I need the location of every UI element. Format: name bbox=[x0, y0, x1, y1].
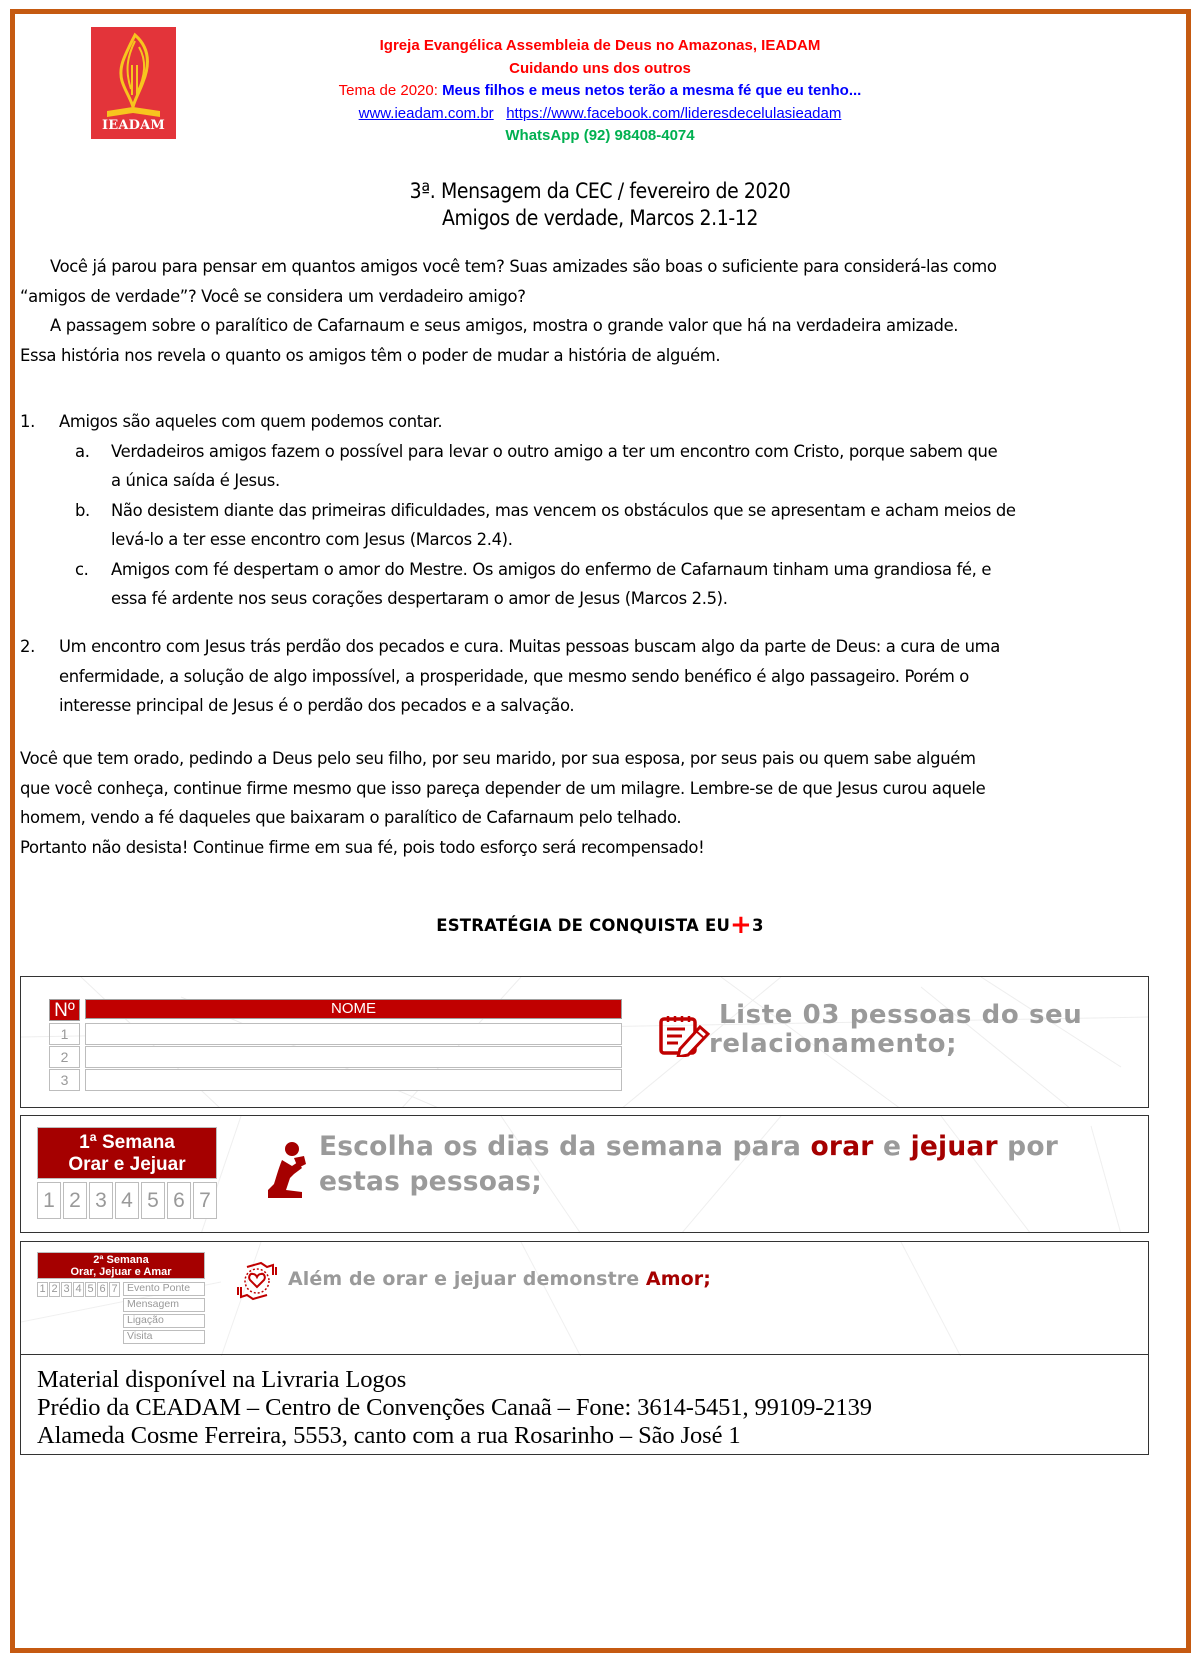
day-checkbox-5[interactable]: 5 bbox=[85, 1282, 96, 1297]
day-checkbox-3[interactable]: 3 bbox=[89, 1182, 113, 1219]
day-checkbox-2[interactable]: 2 bbox=[49, 1282, 60, 1297]
day-checkbox-4[interactable]: 4 bbox=[115, 1182, 139, 1219]
logo-label: IEADAM bbox=[101, 118, 166, 133]
day-checkbox-4[interactable]: 4 bbox=[73, 1282, 84, 1297]
point-1-heading: 1. Amigos são aqueles com quem podemos contar. bbox=[20, 407, 1185, 437]
footer-line-3: Alameda Cosme Ferreira, 5553, canto com a rua Rosarinho – São José 1 bbox=[37, 1422, 741, 1449]
point-2-number: 2. bbox=[20, 637, 35, 656]
footer-line-1: Material disponível na Livraria Logos bbox=[37, 1366, 407, 1393]
day-checkbox-1[interactable]: 1 bbox=[37, 1182, 61, 1219]
message-subtitle: Amigos de verdade, Marcos 2.1-12 bbox=[441, 206, 759, 230]
day-checkbox-3[interactable]: 3 bbox=[61, 1282, 72, 1297]
facebook-link[interactable]: https://www.facebook.com/lideresdecelulasieadam bbox=[506, 104, 842, 122]
day-checkbox-5[interactable]: 5 bbox=[141, 1182, 165, 1219]
footer-address-box bbox=[20, 1354, 1149, 1455]
action-mensagem[interactable]: Mensagem bbox=[123, 1298, 205, 1312]
header-block bbox=[200, 35, 1000, 148]
day-checkbox-1[interactable]: 1 bbox=[37, 1282, 48, 1297]
strategy-week1-box bbox=[20, 1115, 1149, 1233]
intro-p2-line2: Essa história nos revela o quanto os amigos têm o poder de mudar a história de alguém. bbox=[20, 345, 721, 365]
column-header-number: Nº bbox=[49, 999, 80, 1021]
point-2 bbox=[20, 632, 1185, 721]
footer-line-2: Prédio da CEADAM – Centro de Convenções Canaã – Fone: 3614-5451, 99109-2139 bbox=[37, 1394, 872, 1421]
week1-header: 1ª Semana Orar e Jejuar bbox=[37, 1127, 217, 1179]
church-name: Igreja Evangélica Assembleia de Deus no Amazonas, IEADAM bbox=[379, 37, 821, 54]
theme-line bbox=[200, 80, 1000, 103]
action-visita[interactable]: Visita bbox=[123, 1330, 205, 1344]
strategy-week2-box bbox=[20, 1241, 1149, 1356]
week1-instruction: Escolha os dias da semana para orar e jejuar por estas pessoas; bbox=[319, 1131, 1059, 1197]
week2-instruction: Além de orar e jejuar demonstre Amor; bbox=[288, 1268, 711, 1290]
strategy-list-box: Nº NOME 1 2 3 Liste 03 pessoas do seu relacionamento; bbox=[20, 976, 1149, 1108]
website-link[interactable]: www.ieadam.com.br bbox=[358, 104, 494, 122]
name-input-1[interactable] bbox=[85, 1023, 622, 1045]
action-evento-ponte[interactable]: Evento Ponte bbox=[123, 1282, 205, 1296]
day-checkbox-7[interactable]: 7 bbox=[193, 1182, 217, 1219]
motto: Cuidando uns dos outros bbox=[509, 59, 691, 77]
point-1 bbox=[20, 407, 1185, 614]
whatsapp-contact: WhatsApp (92) 98408-4074 bbox=[505, 127, 695, 144]
message-title: 3ª. Mensagem da CEC / fevereiro de 2020 bbox=[409, 179, 791, 203]
intro-p1-line1: Você já parou para pensar em quantos amigos você tem? Suas amizades são boas o suficiente para considerá-las como bbox=[50, 257, 997, 276]
ieadam-logo bbox=[91, 27, 176, 139]
subpoint-a: a. Verdadeiros amigos fazem o possível para levar o outro amigo a ter um encontro com Cristo, porque sabem que a única saída é Jesus. bbox=[75, 441, 998, 490]
intro-p1-line2: “amigos de verdade”? Você se considera um verdadeiro amigo? bbox=[20, 286, 526, 306]
day-checkbox-6[interactable]: 6 bbox=[167, 1182, 191, 1219]
point-2-body: 2. Um encontro com Jesus trás perdão dos pecados e cura. Muitas pessoas buscam algo da parte de Deus: a cura de uma enfermidade, a solução de algo impossível, a prosperidade, que mesmo sendo benéfico é algo passageiro. Porém o interesse principal de Jesus é o perdão dos pecados e a salvação. bbox=[20, 632, 1185, 721]
action-ligacao[interactable]: Ligação bbox=[123, 1314, 205, 1328]
intro-section bbox=[20, 252, 1185, 370]
day-checkbox-6[interactable]: 6 bbox=[97, 1282, 108, 1297]
name-input-2[interactable] bbox=[85, 1046, 622, 1068]
subpoint-c: c. Amigos com fé despertam o amor do Mestre. Os amigos do enfermo de Cafarnaum tinham uma grandiosa fé, e essa fé ardente nos seus corações despertaram o amor de Jesus (Marcos 2.5). bbox=[75, 559, 992, 608]
subpoint-b: b. Não desistem diante das primeiras dificuldades, mas vencem os obstáculos que se apresentam e acham meios de levá-lo a ter esse encontro com Jesus (Marcos 2.4). bbox=[75, 500, 1016, 549]
intro-p2-line1: A passagem sobre o paralítico de Cafarnaum e seus amigos, mostra o grande valor que há na verdadeira amizade. bbox=[50, 316, 959, 335]
list-instruction: Liste 03 pessoas do seu relacionamento; bbox=[709, 1000, 1083, 1059]
week2-header: 2ª Semana Orar, Jejuar e Amar bbox=[37, 1252, 205, 1279]
edit-list-icon bbox=[658, 1013, 714, 1057]
kneeling-prayer-icon bbox=[264, 1142, 310, 1200]
name-input-3[interactable] bbox=[85, 1069, 622, 1091]
plus-icon: + bbox=[730, 910, 753, 940]
theme-text: Meus filhos e meus netos terão a mesma fé que eu tenho... bbox=[442, 82, 862, 99]
day-checkbox-7[interactable]: 7 bbox=[109, 1282, 120, 1297]
strategy-heading: ESTRATÉGIA DE CONQUISTA EU+3 bbox=[436, 910, 764, 940]
theme-label: Tema de 2020: bbox=[338, 82, 443, 99]
point-1-number: 1. bbox=[20, 412, 35, 431]
links-line bbox=[200, 103, 1000, 126]
day-checkbox-2[interactable]: 2 bbox=[63, 1182, 87, 1219]
column-header-name: NOME bbox=[85, 999, 622, 1019]
hands-heart-icon bbox=[235, 1261, 279, 1301]
closing-section: Você que tem orado, pedindo a Deus pelo seu filho, por seu marido, por sua esposa, por seus pais ou quem sabe alguém que você conheça, continue firme mesmo que isso pareça depender de um milagre. Lembre-se de que Jesus curou aquele homem, vendo a fé daqueles que baixaram o paralítico de Cafarnaum pelo telhado. Portanto não desista! Continue firme em sua fé, pois todo esforço será recompensado! bbox=[20, 749, 986, 857]
